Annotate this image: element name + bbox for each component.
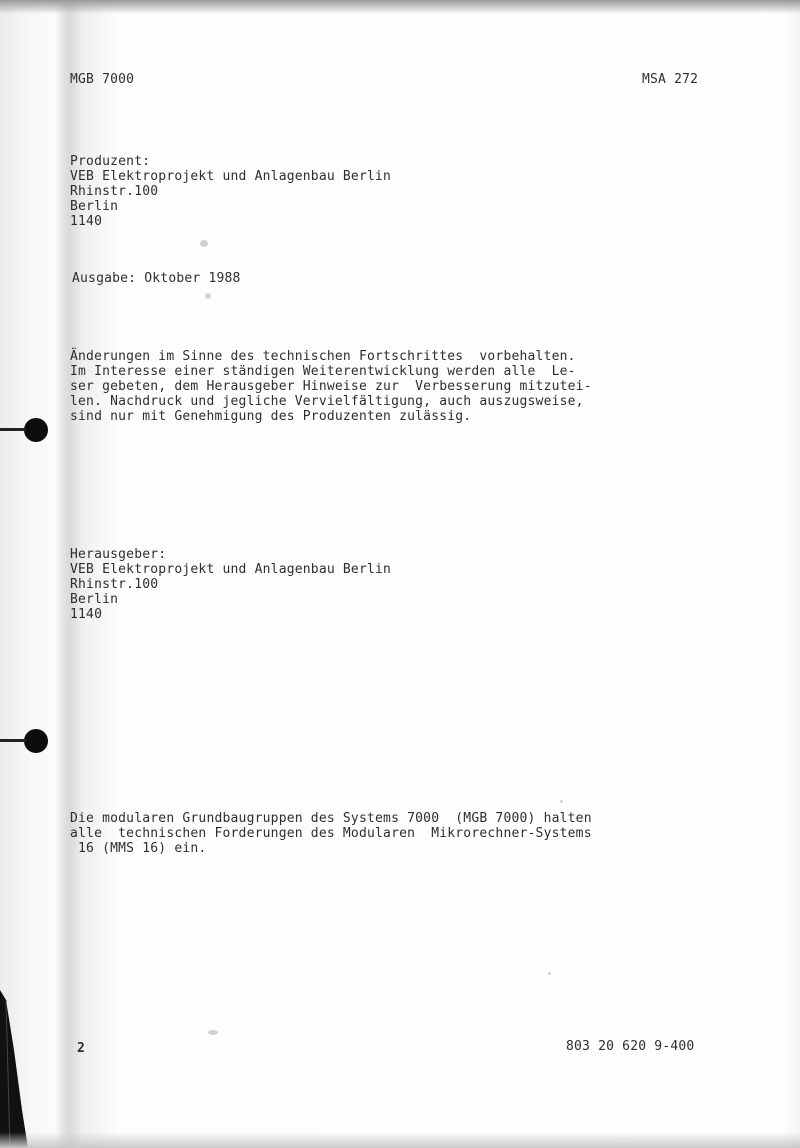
producer-street: Rhinstr.100: [70, 184, 159, 199]
producer-city: Berlin: [70, 199, 119, 214]
producer-company: VEB Elektroprojekt und Anlagenbau Berlin: [70, 169, 392, 184]
compliance-line: alle technischen Forderungen des Modularen Mikrorechner-Systems: [70, 826, 592, 841]
publisher-street: Rhinstr.100: [70, 577, 159, 592]
publisher-label: Herausgeber:: [70, 547, 167, 562]
notice-line: sind nur mit Genehmigung des Produzenten zulässig.: [70, 409, 472, 424]
compliance-line: 16 (MMS 16) ein.: [70, 841, 207, 856]
producer-postcode: 1140: [70, 214, 103, 229]
header-left-code: MGB 7000: [70, 72, 135, 87]
page-fold-edge: [0, 990, 40, 1148]
header-right-code: MSA 272: [642, 72, 699, 87]
scan-speck: [200, 240, 208, 247]
producer-label: Produzent:: [70, 154, 151, 169]
punch-hole-lower: [24, 729, 48, 753]
publisher-company: VEB Elektroprojekt und Anlagenbau Berlin: [70, 562, 392, 577]
scan-speck: [560, 800, 563, 803]
page-number: 2: [77, 1041, 86, 1056]
publisher-postcode: 1140: [70, 607, 103, 622]
edition-date: Ausgabe: Oktober 1988: [72, 271, 241, 286]
notice-line: ser gebeten, dem Herausgeber Hinweise zur Verbesserung mitzutei-: [70, 379, 592, 394]
scan-speck: [205, 293, 211, 299]
notice-line: len. Nachdruck und jegliche Vervielfältigung, auch auszugsweise,: [70, 394, 584, 409]
scan-speck: [548, 972, 551, 975]
punch-hole-upper: [24, 418, 48, 442]
document-number: 803 20 620 9-400: [566, 1039, 695, 1054]
publisher-city: Berlin: [70, 592, 119, 607]
notice-line: Änderungen im Sinne des technischen Fortschrittes vorbehalten.: [70, 349, 576, 364]
notice-line: Im Interesse einer ständigen Weiterentwicklung werden alle Le-: [70, 364, 576, 379]
compliance-line: Die modularen Grundbaugruppen des Systems 7000 (MGB 7000) halten: [70, 811, 592, 826]
scan-speck: [208, 1030, 218, 1035]
